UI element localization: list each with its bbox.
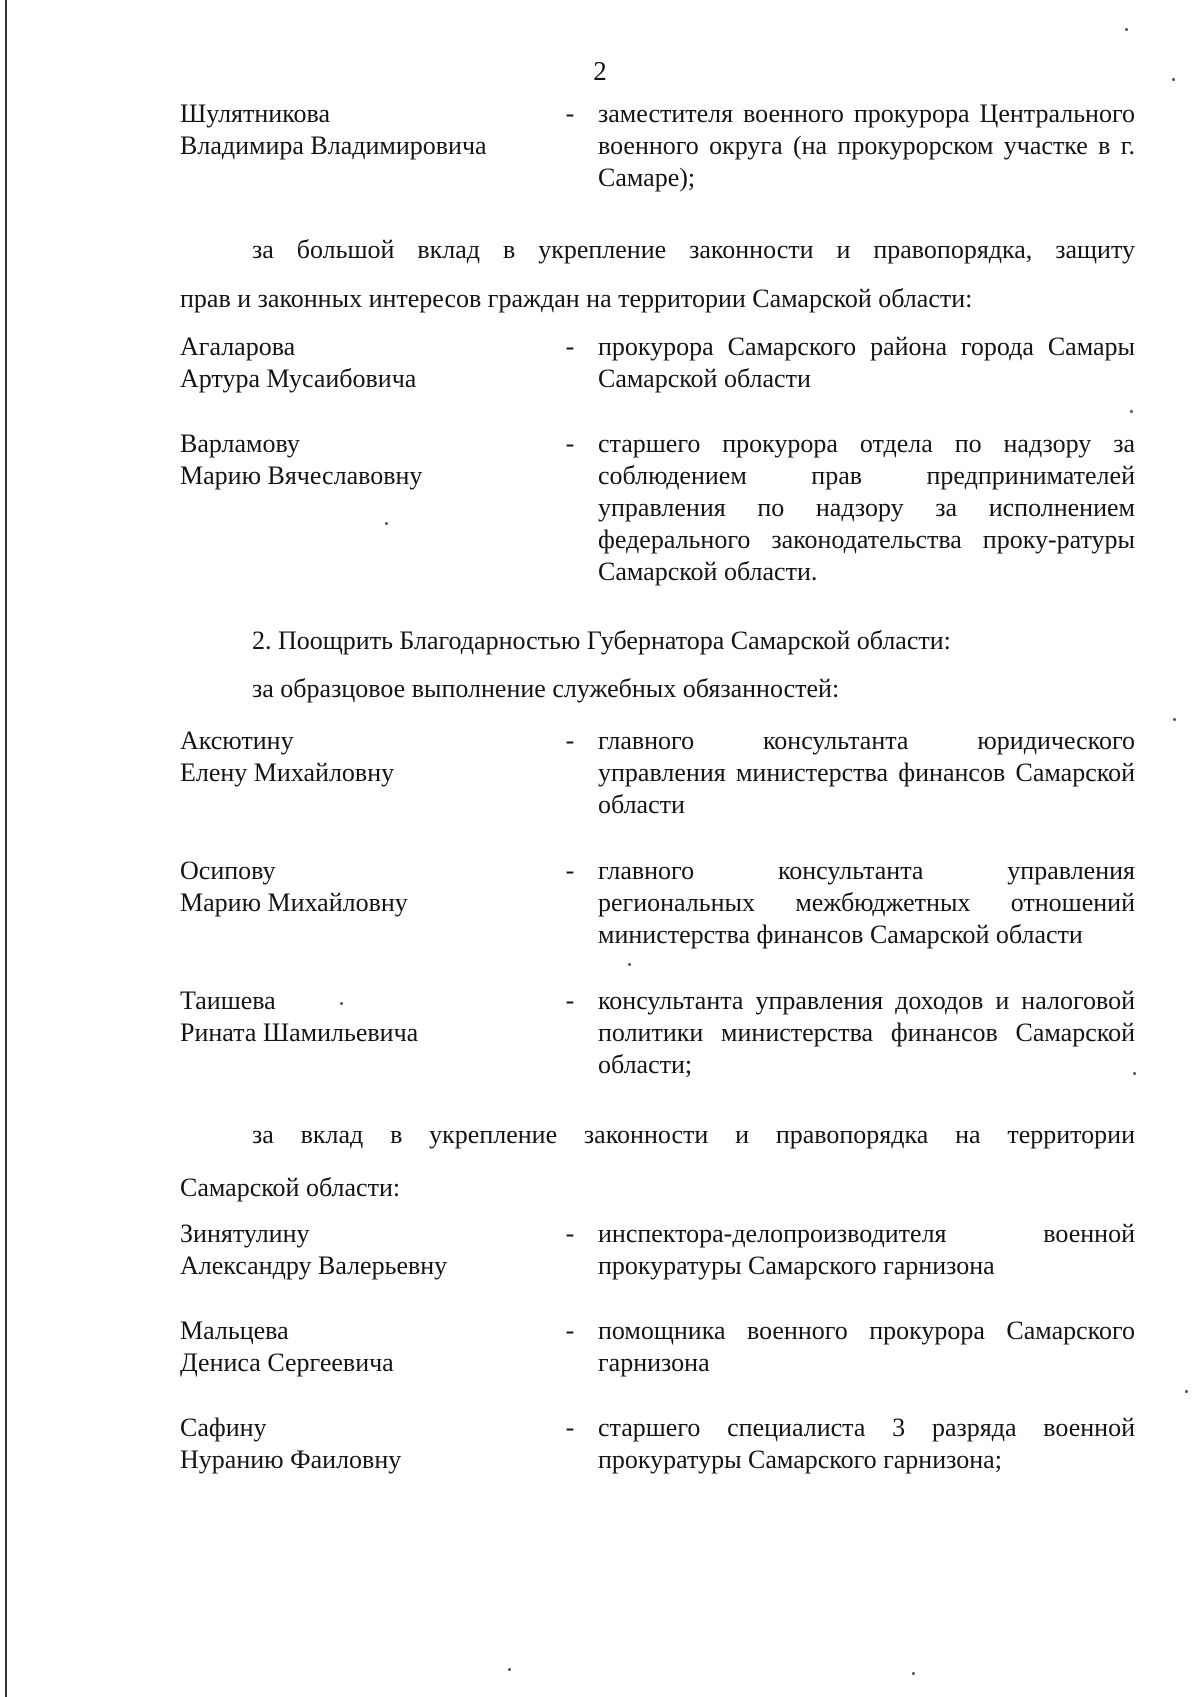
entry-dash: - [565, 1316, 575, 1345]
scan-speck [1125, 28, 1128, 31]
person-position: консультанта управления доходов и налоговой политики министерства финансов Самарской области; [598, 986, 1135, 1079]
person-name: Зинятулину Александру Валерьевну [180, 1219, 448, 1280]
person-position: прокурора Самарского района города Самары Самарской области [598, 332, 1135, 393]
entry-dash: - [565, 986, 575, 1015]
person-name: Сафину Нуранию Фаиловну [180, 1413, 402, 1474]
scan-speck [385, 522, 388, 525]
scan-speck [1173, 718, 1176, 721]
page-number: 2 [593, 56, 607, 86]
scan-speck [1130, 410, 1133, 413]
section-heading-2: 2. Поощрить Благодарностью Губернатора Самарской области: [252, 626, 951, 655]
scan-speck [1172, 78, 1175, 81]
person-name: Агаларова Артура Мусаибовича [180, 332, 417, 393]
person-name: Варламову Марию Вячеславовну [180, 429, 423, 490]
entry-dash: - [565, 332, 575, 361]
scan-speck [1133, 1072, 1136, 1075]
entry-dash: - [565, 726, 575, 755]
entry-dash: - [565, 99, 575, 128]
section-subheading-2: за образцовое выполнение служебных обязанностей: [252, 674, 840, 703]
binding-edge-line [5, 0, 7, 1697]
person-position: главного консультанта управления региональных межбюджетных отношений министерства финансов Самарской области [598, 856, 1135, 949]
person-position: помощника военного прокурора Самарского гарнизона [598, 1316, 1135, 1377]
scan-speck [1185, 1390, 1188, 1393]
scan-speck [912, 1672, 915, 1675]
entry-dash: - [565, 1413, 575, 1442]
section-heading-1: за большой вклад в укрепление законности и правопорядка, защиту прав и законных интересов граждан на территории Самарской области: [180, 235, 1135, 313]
entry-dash: - [565, 856, 575, 885]
person-position: главного консультанта юридического управления министерства финансов Самарской области [598, 726, 1135, 819]
scan-speck [340, 1002, 343, 1005]
scan-speck [628, 963, 631, 966]
entry-dash: - [565, 429, 575, 458]
person-name: Осипову Марию Михайловну [180, 856, 408, 917]
scan-speck [508, 1668, 511, 1671]
person-position: старшего специалиста 3 разряда военной прокуратуры Самарского гарнизона; [598, 1413, 1135, 1474]
person-name: Шулятникова Владимира Владимировича [180, 99, 487, 160]
person-position: инспектора-делопроизводителя военной прокуратуры Самарского гарнизона [598, 1219, 1135, 1280]
section-heading-3: за вклад в укрепление законности и правопорядка на территории Самарской области: [180, 1120, 1135, 1202]
person-name: Таишева Рината Шамильевича [180, 986, 419, 1047]
person-position: старшего прокурора отдела по надзору за соблюдением прав предпринимателей управления по надзору за исполнением федерального законодательства проку-ратуры Самарской области. [598, 429, 1135, 586]
person-name: Мальцева Дениса Сергеевича [180, 1316, 394, 1377]
person-position: заместителя военного прокурора Центрального военного округа (на прокурорском участке в г. Самаре); [598, 99, 1135, 192]
person-name: Аксютину Елену Михайловну [180, 726, 395, 787]
entry-dash: - [565, 1219, 575, 1248]
